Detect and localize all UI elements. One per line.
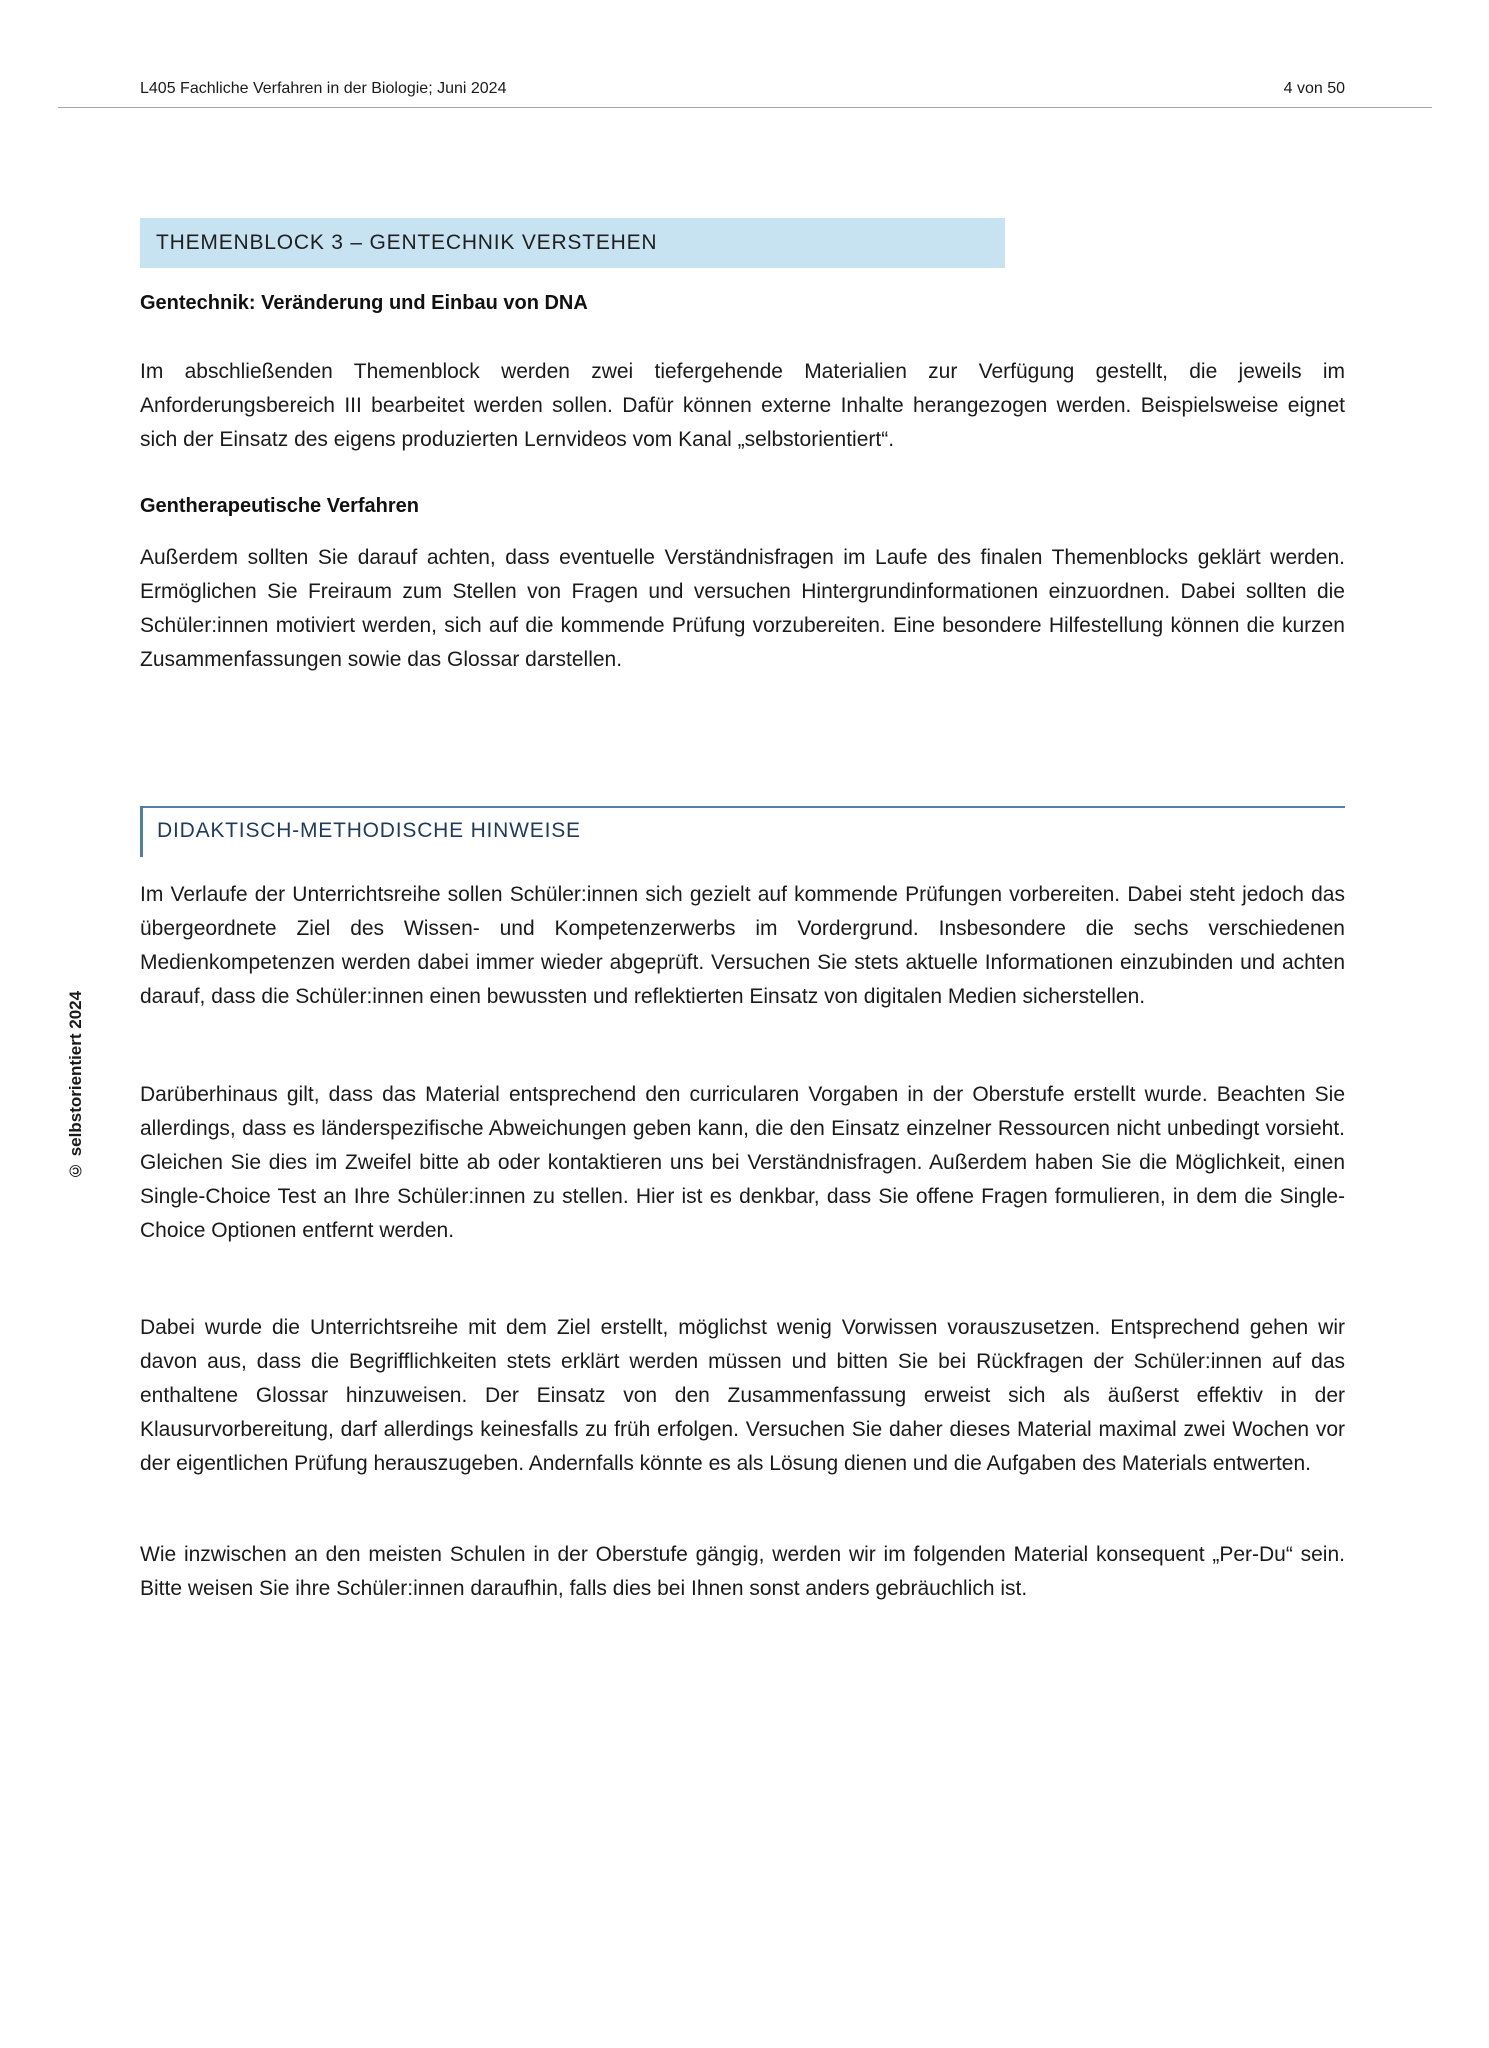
paragraph-gentherapeutische-verfahren: Außerdem sollten Sie darauf achten, dass eventuelle Verständnisfragen im Laufe des finalen Themenblocks geklärt werden. Ermöglichen Sie Freiraum zum Stellen von Fragen und versuchen Hintergrundinformationen einzuordnen. Dabei sollten die Schüler:innen motiviert werden, sich auf die kommende Prüfung vorzubereiten. Eine besondere Hilfestellung können die kurzen Zusammenfassungen sowie das Glossar darstellen. [140, 546, 1345, 671]
paragraph-hinweise-1: Im Verlaufe der Unterrichtsreihe sollen Schüler:innen sich gezielt auf kommende Prüfungen vorbereiten. Dabei steht jedoch das übergeordnete Ziel des Wissen- und Kompetenzerwerbs im Vordergrund. Insbesondere die sechs verschiedenen Medienkompetenzen werden dabei immer wieder abgeprüft. Versuchen Sie stets aktuelle Informationen einzubinden und achten darauf, dass die Schüler:innen einen bewussten und reflektierten Einsatz von digitalen Medien sicherstellen. [140, 883, 1345, 1008]
subheading-gentherapeutische-verfahren: Gentherapeutische Verfahren [140, 495, 419, 517]
page-header [140, 80, 1345, 98]
paragraph-gentechnik: Im abschließenden Themenblock werden zwei tiefergehende Materialien zur Verfügung gestellt, die jeweils im Anforderungsbereich III bearbeitet werden sollen. Dafür können externe Inhalte herangezogen werden. Beispielsweise eignet sich der Einsatz des eigens produzierten Lernvideos vom Kanal „selbstorientiert“. [140, 360, 1345, 451]
header-divider [58, 107, 1432, 108]
subheading-gentechnik: Gentechnik: Veränderung und Einbau von DNA [140, 292, 588, 314]
paragraph-hinweise-4: Wie inzwischen an den meisten Schulen in der Oberstufe gängig, werden wir im folgenden Material konsequent „Per-Du“ sein. Bitte weisen Sie ihre Schüler:innen daraufhin, falls dies bei Ihnen sonst anders gebräuchlich ist. [140, 1543, 1345, 1600]
header-doc-title: L405 Fachliche Verfahren in der Biologie; Juni 2024 [140, 80, 507, 97]
header-page-indicator: 4 von 50 [1283, 80, 1345, 97]
section-title-themenblock [140, 218, 1005, 268]
paragraph-hinweise-2: Darüberhinaus gilt, dass das Material entsprechend den curricularen Vorgaben in der Oberstufe erstellt wurde. Beachten Sie allerdings, dass es länderspezifische Abweichungen geben kann, die den Einsatz einzelner Ressourcen nicht unbedingt vorsieht. Gleichen Sie dies im Zweifel bitte ab oder kontaktieren uns bei Verständnisfragen. Außerdem haben Sie die Möglichkeit, einen Single-Choice Test an Ihre Schüler:innen zu stellen. Hier ist es denkbar, dass Sie offene Fragen formulieren, in dem die Single-Choice Optionen entfernt werden. [140, 1083, 1345, 1242]
section-title-hinweise-label: DIDAKTISCH-METHODISCHE HINWEISE [157, 819, 581, 842]
paragraph-hinweise-3: Dabei wurde die Unterrichtsreihe mit dem Ziel erstellt, möglichst wenig Vorwissen vorauszusetzen. Entsprechend gehen wir davon aus, dass die Begrifflichkeiten stets erklärt werden müssen und bitten Sie bei Rückfragen der Schüler:innen auf das enthaltene Glossar hinzuweisen. Der Einsatz von den Zusammenfassung erweist sich als äußerst effektiv in der Klausurvorbereitung, darf allerdings keinesfalls zu früh erfolgen. Versuchen Sie daher dieses Material maximal zwei Wochen vor der eigentlichen Prüfung herauszugeben. Andernfalls könnte es als Lösung dienen und die Aufgaben des Materials entwerten. [140, 1316, 1345, 1475]
section-title-didaktisch-methodische-hinweise [140, 806, 1345, 857]
copyright-side-note: © selbstorientiert 2024 [66, 990, 85, 1180]
section-title-themenblock-label: THEMENBLOCK 3 – GENTECHNIK VERSTEHEN [156, 231, 658, 254]
